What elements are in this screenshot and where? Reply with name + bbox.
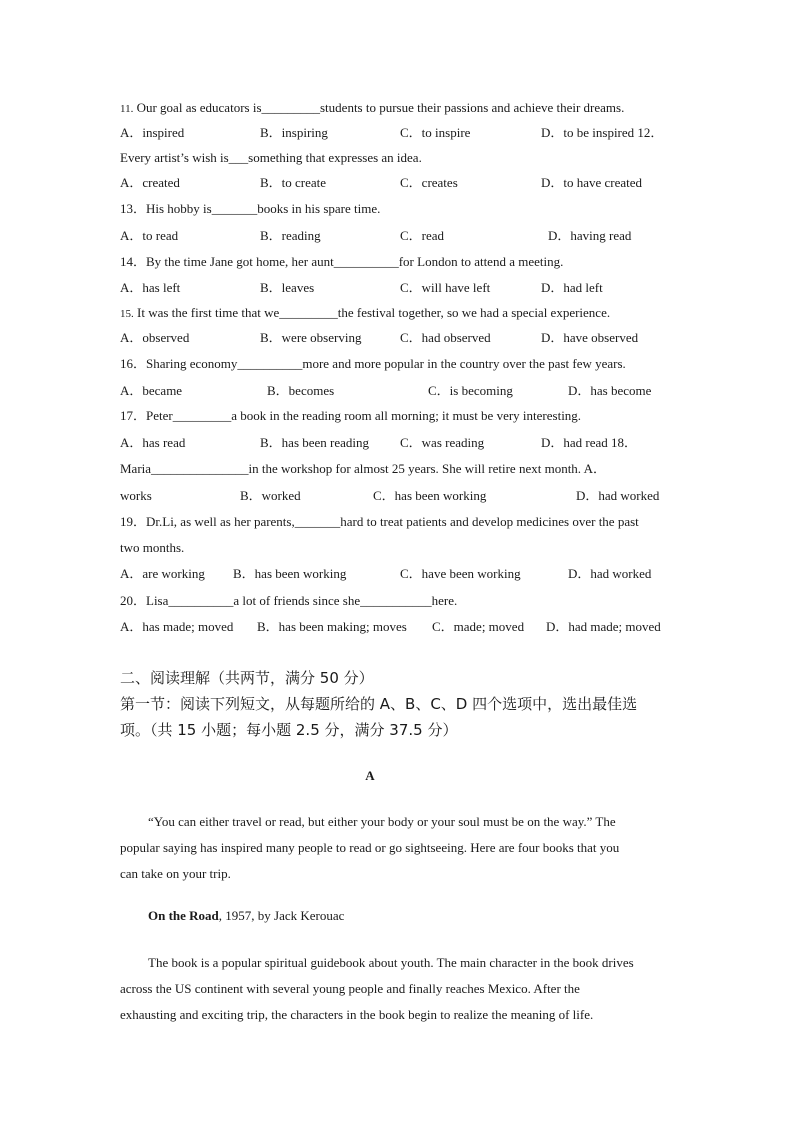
q12-option-a: A．created [120, 175, 180, 190]
q20-option-a: A．has made; moved [120, 619, 234, 634]
q14-option-c: C．will have left [400, 280, 491, 295]
q19-option-a: A．are working [120, 566, 205, 581]
passage-p2-line-3: exhausting and exciting trip, the characters in the book begin to realize the meaning of life. [120, 1007, 594, 1022]
passage-p2-line-2: across the US continent with several young people and finally reaches Mexico. After the [120, 981, 580, 996]
q17-option-d: D．had read 18． [541, 435, 638, 450]
q12-option-d: D．to have created [541, 175, 643, 190]
q13-option-c: C．read [400, 228, 445, 243]
q19-option-c: C．have been working [400, 566, 521, 581]
book-title: On the Road [148, 908, 219, 923]
q20-option-c: C．made; moved [432, 619, 525, 634]
section-instruction-line-1: 第一节：阅读下列短文，从每题所给的 A、B、C、D 四个选项中，选出最佳选 [120, 695, 638, 713]
q19-option-d: D．had worked [568, 566, 652, 581]
q15-option-c: C．had observed [400, 330, 491, 345]
q18-option-a: works [120, 488, 152, 503]
q12-option-c: C．creates [400, 175, 458, 190]
section-instruction-line-2: 项。（共 15 小题；每小题 2.5 分，满分 37.5 分） [120, 721, 458, 739]
question-19-stem-continued: two months. [120, 540, 185, 555]
q18-option-c: C．has been working [373, 488, 487, 503]
passage-p1-line-3: can take on your trip. [120, 866, 231, 881]
q20-option-b: B．has been making; moves [257, 619, 407, 634]
question-14-stem: 14．By the time Jane got home, her aunt__________for London to attend a meeting. [120, 254, 564, 269]
q13-option-b: B．reading [260, 228, 321, 243]
q13-option-a: A．to read [120, 228, 179, 243]
q14-option-d: D．had left [541, 280, 603, 295]
q16-option-d: D．has become [568, 383, 652, 398]
q15-option-a: A．observed [120, 330, 190, 345]
q20-option-d: D．had made; moved [546, 619, 661, 634]
q18-option-d: D．had worked [576, 488, 660, 503]
passage-p1-line-1: “You can either travel or read, but either your body or your soul must be on the way.” The [148, 814, 616, 829]
q11-option-b: B．inspiring [260, 125, 328, 140]
question-15 [120, 305, 610, 322]
question-15-number: 15. [120, 308, 134, 320]
q17-option-a: A．has read [120, 435, 186, 450]
question-17-stem: 17．Peter_________a book in the reading room all morning; it must be very interesting. [120, 408, 582, 423]
q14-option-b: B．leaves [260, 280, 315, 295]
question-11-stem: Our goal as educators is_________students to pursue their passions and achieve their dreams. [136, 100, 625, 115]
q12-option-b: B．to create [260, 175, 327, 190]
book-meta: , 1957, by Jack Kerouac [218, 908, 345, 923]
question-20-stem: 20．Lisa__________a lot of friends since she___________here. [120, 593, 458, 608]
q19-option-b: B．has been working [233, 566, 347, 581]
passage-p1-line-2: popular saying has inspired many people to read or go sightseeing. Here are four books that you [120, 840, 620, 855]
passage-p2-line-1: The book is a popular spiritual guidebook about youth. The main character in the book drives [148, 955, 634, 970]
question-19-stem: 19．Dr.Li, as well as her parents,_______hard to treat patients and develop medicines over the past [120, 514, 639, 529]
question-13-stem: 13．His hobby is_______books in his spare time. [120, 201, 381, 216]
question-11 [120, 100, 624, 117]
q11-option-d: D．to be inspired 12． [541, 125, 664, 140]
question-18-stem: Maria_______________in the workshop for almost 25 years. She will retire next month. A． [120, 461, 606, 476]
q17-option-c: C．was reading [400, 435, 485, 450]
q16-option-c: C．is becoming [428, 383, 513, 398]
q15-option-d: D．have observed [541, 330, 639, 345]
q14-option-a: A．has left [120, 280, 181, 295]
question-11-number: 11. [120, 103, 134, 115]
q13-option-d: D．having read [548, 228, 632, 243]
q16-option-a: A．became [120, 383, 183, 398]
q15-option-b: B．were observing [260, 330, 362, 345]
q11-option-c: C．to inspire [400, 125, 471, 140]
section-heading: 二、阅读理解（共两节，满分 50 分） [120, 669, 374, 687]
q17-option-b: B．has been reading [260, 435, 370, 450]
question-16-stem: 16．Sharing economy__________more and more popular in the country over the past few years. [120, 356, 626, 371]
q16-option-b: B．becomes [267, 383, 335, 398]
question-12-stem: Every artist’s wish is___something that expresses an idea. [120, 150, 422, 165]
question-15-stem: It was the first time that we_________the festival together, so we had a special experience. [137, 305, 611, 320]
passage-label: A [365, 768, 375, 783]
q18-option-b: B．worked [240, 488, 301, 503]
q11-option-a: A．inspired [120, 125, 185, 140]
book-heading [148, 908, 344, 924]
